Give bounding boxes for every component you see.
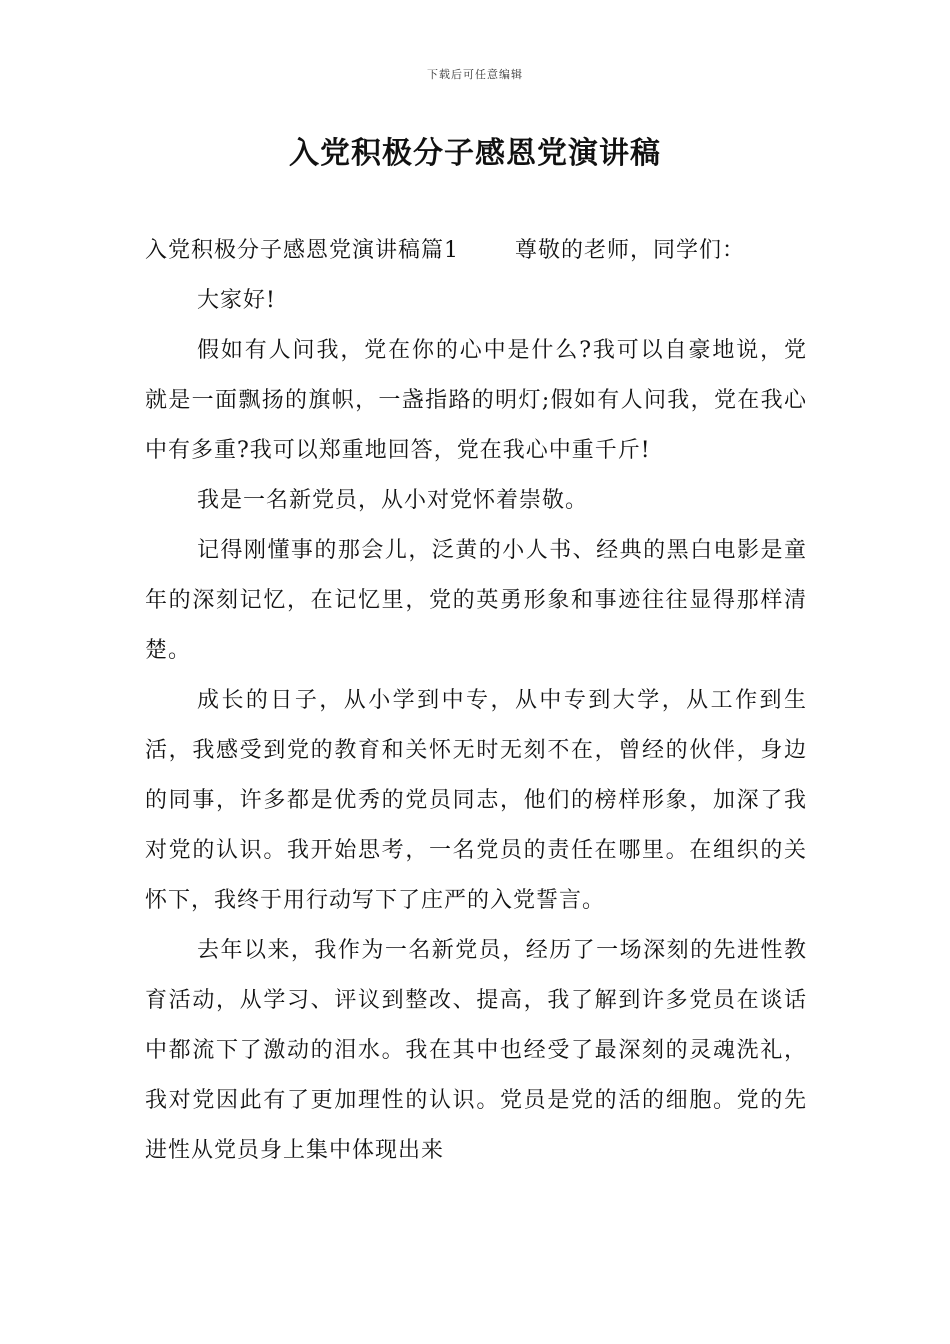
paragraph: 大家好! bbox=[197, 288, 276, 313]
document-body bbox=[145, 226, 807, 1176]
salutation: 尊敬的老师，同学们： bbox=[515, 238, 746, 263]
document-title: 入党积极分子感恩党演讲稿 bbox=[289, 136, 661, 171]
page-header-note: 下载后可任意编辑 bbox=[427, 68, 523, 81]
paragraph: 假如有人问我，党在你的心中是什么?我可以自豪地说，党就是一面飘扬的旗帜，一盏指路的明灯;假如有人问我，党在我心中有多重?我可以郑重地回答，党在我心中重千斤! bbox=[145, 338, 807, 463]
paragraph: 去年以来，我作为一名新党员，经历了一场深刻的先进性教育活动，从学习、评议到整改、提高，我了解到许多党员在谈话中都流下了激动的泪水。我在其中也经受了最深刻的灵魂洗礼，我对党因此有了更加理性的认识。党员是党的活的细胞。党的先进性从党员身上集中体现出来 bbox=[145, 938, 807, 1163]
paragraph: 成长的日子，从小学到中专，从中专到大学，从工作到生活，我感受到党的教育和关怀无时无刻不在，曾经的伙伴，身边的同事，许多都是优秀的党员同志，他们的榜样形象，加深了我对党的认识。我开始思考，一名党员的责任在哪里。在组织的关怀下，我终于用行动写下了庄严的入党誓言。 bbox=[145, 688, 807, 913]
paragraph: 记得刚懂事的那会儿，泛黄的小人书、经典的黑白电影是童年的深刻记忆，在记忆里，党的英勇形象和事迹往往显得那样清楚。 bbox=[145, 538, 807, 663]
part-label: 入党积极分子感恩党演讲稿篇1 bbox=[145, 238, 459, 263]
first-line bbox=[145, 226, 807, 276]
paragraph: 我是一名新党员，从小对党怀着崇敬。 bbox=[197, 488, 589, 513]
